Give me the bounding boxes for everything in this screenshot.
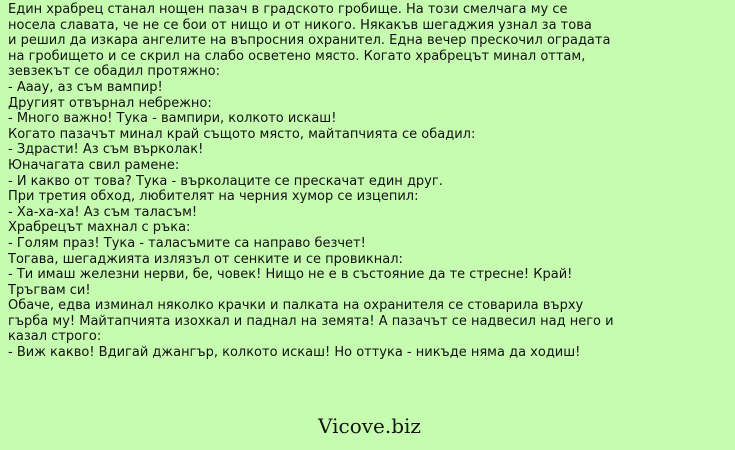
- joke-line: зевзекът се обадил протяжно:: [8, 64, 220, 80]
- joke-line: Другият отвърнал небрежно:: [8, 95, 212, 111]
- joke-text: [8, 2, 732, 361]
- joke-line: на гробището и се скрил на слабо осветено място. Когато храбрецът минал оттам,: [8, 48, 586, 64]
- joke-line: - Ти имаш железни нерви, бе, човек! Нищо не е в състояние да те стресне! Край!: [8, 267, 573, 283]
- site-watermark: Vicove.biz: [318, 414, 421, 438]
- joke-line: Тогава, шегаджията излязъл от сенките и се провикнал:: [8, 251, 403, 267]
- joke-line: Тръгвам си!: [8, 282, 91, 298]
- joke-line: - Ааау, аз съм вампир!: [8, 79, 163, 95]
- joke-line: При третия обход, любителят на черния хумор се изцепил:: [8, 189, 419, 205]
- joke-line: - Голям праз! Тука - таласъмите са направо безчет!: [8, 235, 366, 251]
- joke-line: казал строго:: [8, 329, 102, 345]
- joke-line: Един храбрец станал нощен пазач в градското гробище. На този смелчага му се: [8, 2, 568, 17]
- joke-line: - Много важно! Тука - вампири, колкото искаш!: [8, 111, 337, 127]
- joke-line: гърба му! Майтапчията изохкал и паднал на земята! А пазачът се надвесил над него и: [8, 313, 614, 329]
- joke-line: Храбрецът махнал с ръка:: [8, 220, 191, 236]
- joke-line: Когато пазачът минал край същото място, майтапчията се обадил:: [8, 126, 476, 142]
- joke-line: и решил да изкара ангелите на въпросния охранител. Една вечер прескочил оградата: [8, 33, 611, 49]
- joke-line: - Здрасти! Аз съм върколак!: [8, 142, 204, 158]
- joke-line: Юначагата свил рамене:: [8, 157, 180, 173]
- joke-line: - Виж какво! Вдигай джангър, колкото искаш! Но оттука - никъде няма да ходиш!: [8, 345, 581, 361]
- joke-line: Обаче, едва изминал няколко крачки и палката на охранителя се стоварила върху: [8, 298, 584, 314]
- joke-line: - Ха-ха-ха! Аз съм таласъм!: [8, 204, 198, 220]
- joke-line: - И какво от това? Тука - върколаците се прескачат един друг.: [8, 173, 443, 189]
- joke-line: носела славата, че не се бои от нищо и от никого. Някакъв шегаджия узнал за това: [8, 17, 592, 33]
